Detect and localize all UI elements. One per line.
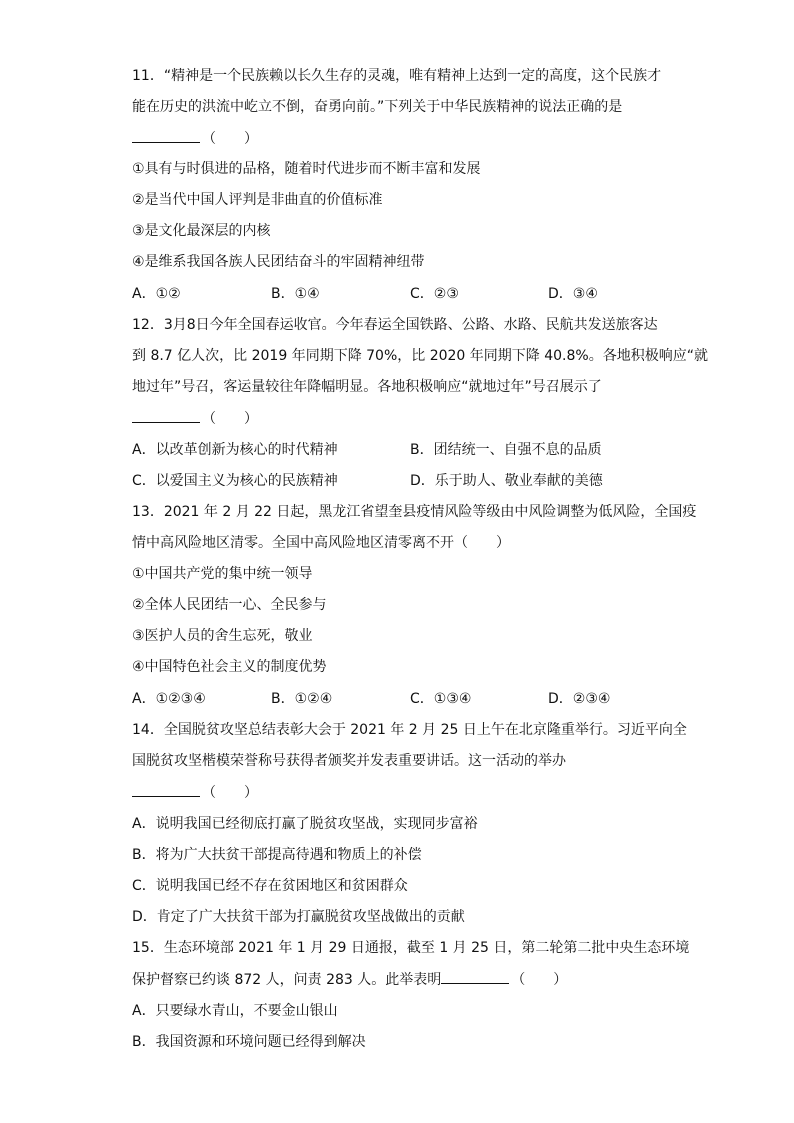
question-12-line-2: 到 8.7 亿人次，比 2019 年同期下降 70%，比 2020 年同期下降 40.8%。各地积极响应“就 xyxy=(132,348,708,364)
question-13-line-2: 情中高风险地区清零。全国中高风险地区清零离不开（ ） xyxy=(132,535,510,551)
option-a[interactable]: A．只要绿水青山，不要金山银山 xyxy=(132,1003,338,1019)
option-c[interactable]: C．以爱国主义为核心的民族精神 xyxy=(132,473,338,489)
question-11-line-2: 能在历史的洪流中屹立不倒，奋勇向前。”下列关于中华民族精神的说法正确的是 xyxy=(132,99,623,115)
option-c[interactable]: C．②③ xyxy=(410,286,459,302)
option-a[interactable]: A．①② xyxy=(132,286,181,302)
statement-2: ②是当代中国人评判是非曲直的价值标准 xyxy=(132,192,383,208)
statement-4: ④是维系我国各族人民团结奋斗的牢固精神纽带 xyxy=(132,254,425,270)
answer-paren: （ ） xyxy=(202,131,258,147)
question-12-line-3: 地过年”号召，客运量较往年降幅明显。各地积极响应“就地过年”号召展示了 xyxy=(132,379,602,395)
option-d[interactable]: D．乐于助人、敬业奉献的美德 xyxy=(410,473,603,489)
option-b[interactable]: B．①④ xyxy=(271,286,320,302)
option-d[interactable]: D．肯定了广大扶贫干部为打赢脱贫攻坚战做出的贡献 xyxy=(132,909,465,925)
statement-2: ②全体人民团结一心、全民参与 xyxy=(132,597,327,613)
question-14-line-2: 国脱贫攻坚楷模荣誉称号获得者颁奖并发表重要讲话。这一活动的举办 xyxy=(132,753,566,769)
answer-paren: （ ） xyxy=(202,411,258,427)
question-14-line-1: 14．全国脱贫攻坚总结表彰大会于 2021 年 2 月 25 日上午在北京隆重举行。习近平向全 xyxy=(132,722,687,738)
answer-blank[interactable] xyxy=(132,408,200,423)
option-c[interactable]: C．①③④ xyxy=(410,691,472,707)
question-15-line-1: 15．生态环境部 2021 年 1 月 29 日通报，截至 1 月 25 日，第二轮第二批中央生态环境 xyxy=(132,940,690,956)
answer-blank[interactable] xyxy=(441,969,509,984)
question-15-line-2 xyxy=(132,969,567,989)
question-15-line-2-text: 保护督察已约谈 872 人，问责 283 人。此举表明 xyxy=(132,972,442,988)
statement-3: ③是文化最深层的内核 xyxy=(132,223,271,239)
answer-line-12 xyxy=(132,408,258,428)
question-11-line-1: 11．“精神是一个民族赖以长久生存的灵魂，唯有精神上达到一定的高度，这个民族才 xyxy=(132,68,662,84)
answer-blank[interactable] xyxy=(132,128,200,143)
answer-line-11 xyxy=(132,128,258,148)
option-b[interactable]: B．①②④ xyxy=(271,691,333,707)
option-b[interactable]: B．团结统一、自强不息的品质 xyxy=(410,442,602,458)
option-a[interactable]: A．说明我国已经彻底打赢了脱贫攻坚战，实现同步富裕 xyxy=(132,816,478,832)
question-12-line-1: 12．3月8日今年全国春运收官。今年春运全国铁路、公路、水路、民航共发送旅客达 xyxy=(132,317,658,333)
statement-1: ①中国共产党的集中统一领导 xyxy=(132,566,313,582)
option-a[interactable]: A．①②③④ xyxy=(132,691,206,707)
question-13-line-1: 13．2021 年 2 月 22 日起，黑龙江省望奎县疫情风险等级由中风险调整为低风险，全国疫 xyxy=(132,504,697,520)
option-a[interactable]: A．以改革创新为核心的时代精神 xyxy=(132,442,338,458)
option-b[interactable]: B．将为广大扶贫干部提高待遇和物质上的补偿 xyxy=(132,847,422,863)
answer-line-14 xyxy=(132,782,258,802)
answer-paren: （ ） xyxy=(202,785,258,801)
option-b[interactable]: B．我国资源和环境问题已经得到解决 xyxy=(132,1034,366,1050)
answer-paren: （ ） xyxy=(511,972,568,988)
statement-1: ①具有与时俱进的品格，随着时代进步而不断丰富和发展 xyxy=(132,161,481,177)
option-d[interactable]: D．③④ xyxy=(548,286,598,302)
answer-blank[interactable] xyxy=(132,782,200,797)
statement-3: ③医护人员的舍生忘死，敬业 xyxy=(132,628,313,644)
option-c[interactable]: C．说明我国已经不存在贫困地区和贫困群众 xyxy=(132,878,408,894)
option-d[interactable]: D．②③④ xyxy=(548,691,611,707)
statement-4: ④中国特色社会主义的制度优势 xyxy=(132,659,327,675)
